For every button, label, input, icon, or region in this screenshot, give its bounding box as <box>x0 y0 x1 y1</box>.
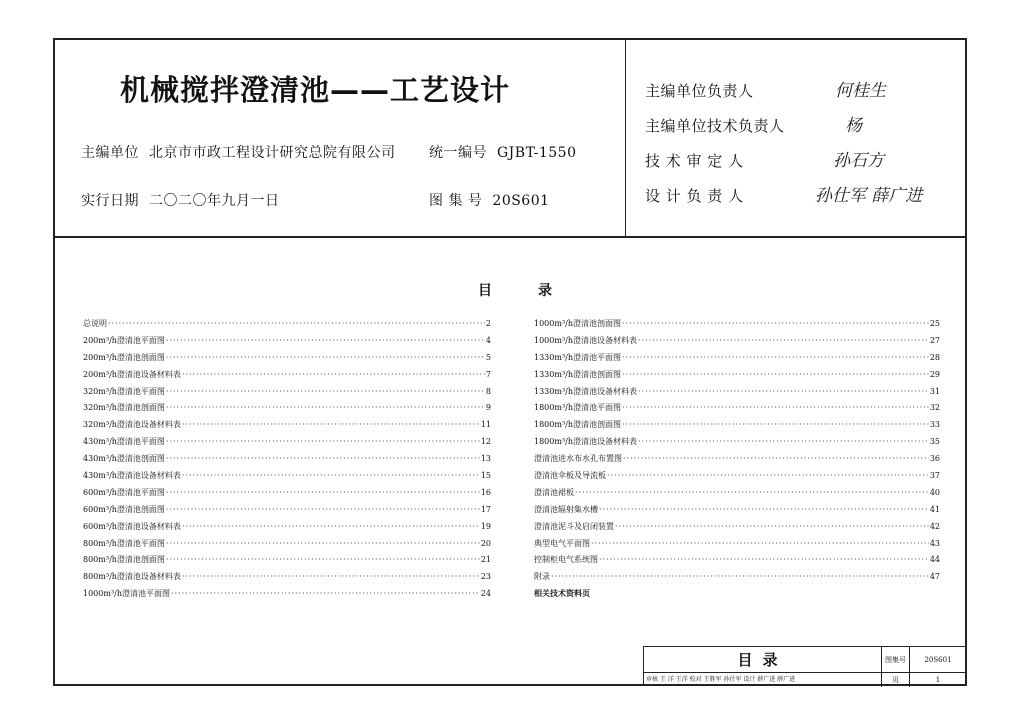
toc-entry-page: 13 <box>480 454 491 464</box>
toc-entry-page: 24 <box>480 589 491 599</box>
toc-entry <box>83 335 491 352</box>
toc-leader-dots <box>599 555 929 564</box>
toc-entry-page: 43 <box>929 538 940 548</box>
toc-entry-title: 1800m³/h澄清池设备材料表 <box>534 437 637 447</box>
role-label: 技 术 审 定 人 <box>645 152 744 170</box>
toc-entry-title: 600m³/h澄清池平面图 <box>83 487 165 497</box>
toc-entry <box>83 504 491 521</box>
toc-entry <box>83 436 491 453</box>
toc-entry <box>83 402 491 419</box>
toc-leader-dots <box>638 437 929 446</box>
toc-entry <box>534 538 940 555</box>
toc-leader-dots <box>182 420 480 429</box>
toc-entry <box>534 487 940 504</box>
toc-entry-title: 1800m³/h澄清池平面图 <box>534 403 621 413</box>
toc-leader-dots <box>622 403 929 412</box>
toc-entry <box>83 571 491 588</box>
signature: 孙石方 <box>833 151 884 171</box>
effective-date <box>81 190 280 210</box>
toc-entry-title: 320m³/h澄清池设备材料表 <box>83 420 181 430</box>
toc-entry-page: 21 <box>480 555 491 565</box>
toc-leader-dots <box>166 353 485 362</box>
toc-leader-dots <box>607 471 929 480</box>
toc-leader-dots <box>108 319 485 328</box>
toc-entry-page: 7 <box>485 369 491 379</box>
title-block-atlas-label: 图集号 <box>882 647 910 673</box>
toc-entry-title: 1800m³/h澄清池剖面图 <box>534 420 621 430</box>
toc-leader-dots <box>623 454 929 463</box>
toc-entry <box>534 453 940 470</box>
toc-entry-title: 200m³/h澄清池设备材料表 <box>83 369 181 379</box>
toc-entry-page: 41 <box>929 504 940 514</box>
role-row <box>645 80 886 115</box>
title-block-page-label: 页 <box>882 673 910 687</box>
toc-entry-title: 800m³/h澄清池设备材料表 <box>83 572 181 582</box>
toc-leader-dots <box>182 370 485 379</box>
toc-entry-title: 澄清池辐射集水槽 <box>534 504 598 514</box>
toc-entry-title: 控制柜电气系统图 <box>534 555 598 565</box>
toc-entry <box>83 521 491 538</box>
toc-entry-page: 9 <box>485 403 491 413</box>
toc-leader-dots <box>171 589 480 598</box>
toc-entry <box>83 588 491 605</box>
toc-entry <box>83 318 491 335</box>
role-row <box>645 150 884 185</box>
toc-entry-page: 23 <box>480 572 491 582</box>
toc-entry <box>83 554 491 571</box>
toc-entry-page: 42 <box>929 521 940 531</box>
header-divider <box>55 236 965 238</box>
toc-entry-title: 600m³/h澄清池设备材料表 <box>83 521 181 531</box>
toc-leader-dots <box>622 353 929 362</box>
toc-left-column <box>83 318 491 605</box>
toc-entry-title: 典型电气平面图 <box>534 538 590 548</box>
toc-entry-title: 800m³/h澄清池平面图 <box>83 538 165 548</box>
toc-leader-dots <box>638 336 929 345</box>
editor-unit-value: 北京市市政工程设计研究总院有限公司 <box>149 145 396 161</box>
toc-entry-title: 600m³/h澄清池剖面图 <box>83 504 165 514</box>
toc-entry-title: 1000m³/h澄清池设备材料表 <box>534 335 637 345</box>
toc-leader-dots <box>638 387 929 396</box>
toc-leader-dots <box>166 505 480 514</box>
toc-entry-title: 430m³/h澄清池平面图 <box>83 437 165 447</box>
toc-entry-page: 16 <box>480 487 491 497</box>
toc-entry <box>83 419 491 436</box>
toc-entry <box>534 402 940 419</box>
toc-entry-title: 320m³/h澄清池平面图 <box>83 386 165 396</box>
toc-leader-dots <box>166 403 485 412</box>
atlas-title: 机械搅拌澄清池——工艺设计 <box>120 73 511 107</box>
responsible-persons <box>645 80 923 220</box>
toc-entry <box>534 571 940 588</box>
toc-leader-dots <box>622 319 929 328</box>
toc-leader-dots <box>166 387 485 396</box>
toc-entry-page: 11 <box>480 420 491 430</box>
title-block-sign-row: 审核 王 洋 王洋 校对 王胜军 孙仕军 设计 薛广进 薛广进 <box>644 673 882 687</box>
signature: 何桂生 <box>835 81 886 101</box>
toc-entry-title: 1330m³/h澄清池剖面图 <box>534 369 621 379</box>
toc-entry-title: 澄清池进水布水孔布置图 <box>534 454 622 464</box>
toc-entry <box>534 352 940 369</box>
toc-entry-title: 总说明 <box>83 319 107 328</box>
toc-entry-page: 33 <box>929 420 940 430</box>
atlas-number-label: 图 集 号 <box>429 193 483 209</box>
toc-leader-dots <box>166 454 480 463</box>
toc-related-materials: 相关技术资料页 <box>534 589 590 599</box>
toc-entry-page: 47 <box>929 572 940 582</box>
toc-entry-page: 17 <box>480 504 491 514</box>
title-block-page-number: 1 <box>935 676 941 684</box>
unified-number-label: 统一编号 <box>429 145 487 161</box>
toc-entry <box>534 554 940 571</box>
toc-leader-dots <box>615 522 929 531</box>
toc-entry-page: 31 <box>929 386 940 396</box>
toc-entry-page: 37 <box>929 471 940 481</box>
toc-entry <box>534 436 940 453</box>
title-block <box>643 646 967 686</box>
signature: 杨 <box>845 116 862 136</box>
toc-entry <box>534 386 940 403</box>
toc-leader-dots <box>599 505 929 514</box>
editor-unit <box>81 142 396 162</box>
toc-entry-title: 800m³/h澄清池剖面图 <box>83 555 165 565</box>
atlas-number <box>429 190 550 210</box>
effective-date-label: 实行日期 <box>81 193 139 209</box>
toc-leader-dots <box>166 488 480 497</box>
toc-entry <box>534 419 940 436</box>
toc-entry-title: 附录 <box>534 572 550 582</box>
toc-leader-dots <box>182 471 480 480</box>
toc-leader-dots <box>182 572 480 581</box>
toc-entry-title: 200m³/h澄清池剖面图 <box>83 352 165 362</box>
toc-entry-title: 430m³/h澄清池剖面图 <box>83 454 165 464</box>
toc-leader-dots <box>182 522 480 531</box>
toc-entry-page: 15 <box>480 471 491 481</box>
toc-entry <box>83 470 491 487</box>
toc-entry-page: 2 <box>485 319 491 328</box>
toc-heading-left: 目 <box>478 283 492 299</box>
toc-heading-right: 录 <box>538 283 552 299</box>
toc-entry-page: 20 <box>480 538 491 548</box>
toc-entry-page: 32 <box>929 403 940 413</box>
role-row <box>645 115 862 150</box>
atlas-number-value: 20S601 <box>492 193 550 209</box>
toc-entry <box>83 369 491 386</box>
toc-entry-title: 430m³/h澄清池设备材料表 <box>83 471 181 481</box>
toc-entry-page: 27 <box>929 335 940 345</box>
toc-leader-dots <box>551 572 929 581</box>
toc-entry-title: 1000m³/h澄清池剖面图 <box>534 319 621 328</box>
role-label: 主编单位负责人 <box>645 82 754 100</box>
toc-right-column <box>534 318 940 605</box>
toc-entry <box>534 335 940 352</box>
toc-entry-page: 29 <box>929 369 940 379</box>
toc-entry-title: 1330m³/h澄清池设备材料表 <box>534 386 637 396</box>
toc-entry-page: 25 <box>929 319 940 328</box>
editor-unit-label: 主编单位 <box>81 145 139 161</box>
toc-entry-title: 澄清池泥斗及启闭装置 <box>534 521 614 531</box>
role-row <box>645 185 923 220</box>
effective-date-value: 二〇二〇年九月一日 <box>149 193 280 209</box>
toc-leader-dots <box>166 555 480 564</box>
toc-entry-page: 5 <box>485 352 491 362</box>
toc-entry-page: 44 <box>929 555 940 565</box>
toc-leader-dots <box>591 539 929 548</box>
toc-entry-page: 19 <box>480 521 491 531</box>
toc-entry <box>83 487 491 504</box>
toc-entry-title: 1000m³/h澄清池平面图 <box>83 589 170 599</box>
toc-entry <box>83 386 491 403</box>
toc-leader-dots <box>575 488 929 497</box>
toc-entry-title: 320m³/h澄清池剖面图 <box>83 403 165 413</box>
toc-entry <box>534 369 940 386</box>
toc-leader-dots <box>166 539 480 548</box>
toc-entry-page: 36 <box>929 454 940 464</box>
toc-entry-title: 澄清池伞板及导流板 <box>534 471 606 481</box>
toc-entry <box>534 504 940 521</box>
toc-entry-page: 40 <box>929 487 940 497</box>
toc-entry-title: 200m³/h澄清池平面图 <box>83 335 165 345</box>
toc-leader-dots <box>166 437 480 446</box>
toc-entry <box>534 470 940 487</box>
toc-entry <box>83 352 491 369</box>
toc-entry-page: 28 <box>929 352 940 362</box>
role-label: 设 计 负 责 人 <box>645 187 744 205</box>
drawing-frame <box>53 38 967 686</box>
toc-leader-dots <box>622 370 929 379</box>
toc-entry-page: 8 <box>485 386 491 396</box>
unified-number-value: GJBT-1550 <box>497 145 577 161</box>
toc-entry-title: 1330m³/h澄清池平面图 <box>534 352 621 362</box>
toc-entry <box>534 318 940 335</box>
toc-entry-page: 35 <box>929 437 940 447</box>
signature: 孙仕军 薛广进 <box>815 186 923 206</box>
unified-number <box>429 142 576 162</box>
header-vertical-divider <box>625 40 626 236</box>
toc-entry-page: 4 <box>485 335 491 345</box>
toc-entry <box>83 453 491 470</box>
toc-entry-page: 12 <box>480 437 491 447</box>
toc-entry-title: 澄清池裙板 <box>534 487 574 497</box>
toc-entry <box>83 538 491 555</box>
toc-leader-dots <box>622 420 929 429</box>
toc-leader-dots <box>166 336 485 345</box>
role-label: 主编单位技术负责人 <box>645 117 785 135</box>
title-block-atlas-number: 20S601 <box>910 647 966 673</box>
title-block-name: 目录 <box>644 647 882 673</box>
toc-entry <box>534 521 940 538</box>
